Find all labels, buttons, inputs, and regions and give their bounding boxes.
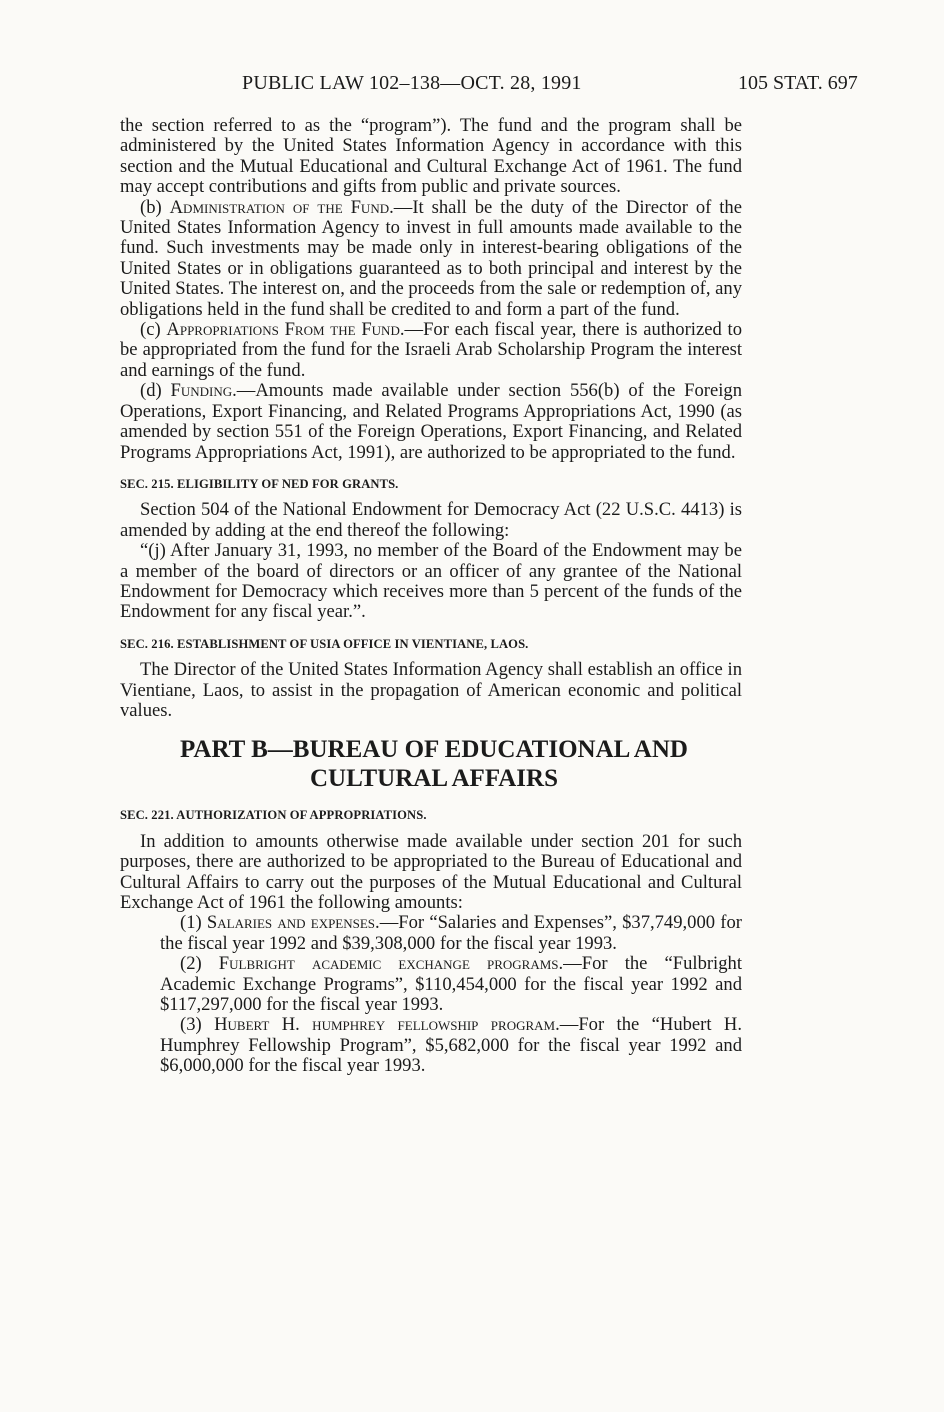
item-1-text: —For “Salaries and Expenses”, $37,749,000 for the fiscal year 1992 and $39,308,000 for the fiscal year 1993. bbox=[160, 912, 742, 954]
section-221-paragraph: In addition to amounts otherwise made available under section 201 for such purposes, there are authorized to be appropriated to the Bureau of Educational and Cultural Affairs to carry out the purposes of the Mutual Educational and Cultural Exchange Act of 1961 the following amounts: bbox=[120, 830, 742, 913]
document-body bbox=[120, 116, 742, 1077]
paragraph-fund-continued: the section referred to as the “program”). The fund and the program shall be administered by the United States Information Agency in accordance with this section and the Mutual Educational and Cultural Exchange Act of 1961. The fund may accept contributions and gifts from public and private sources. bbox=[120, 115, 742, 198]
subsection-c-heading: Appropriations From the Fund. bbox=[166, 319, 405, 341]
item-2-text: —For the “Fulbright Academic Exchange Programs”, $110,454,000 for the fiscal year 1992 and $117,297,000 for the fiscal year 1993. bbox=[160, 953, 742, 1016]
item-3-heading: Hubert H. humphrey fellowship program. bbox=[214, 1014, 560, 1036]
subsection-d-heading: Funding. bbox=[170, 380, 237, 402]
part-b-title-line-1: PART B—BUREAU OF EDUCATIONAL AND bbox=[180, 736, 688, 764]
item-2-heading: Fulbright academic exchange programs. bbox=[218, 953, 564, 975]
item-1-salaries bbox=[120, 913, 742, 954]
subsection-b bbox=[120, 198, 742, 320]
part-b-title-line-2: CULTURAL AFFAIRS bbox=[310, 765, 558, 793]
section-215-paragraph-2: “(j) After January 31, 1993, no member of the Board of the Endowment may be a member of the board of directors or an officer of any grantee of the National Endowment for Democracy which receives more than 5 percent of the funds of the Endowment for any fiscal year.”. bbox=[120, 540, 742, 623]
part-b-title bbox=[120, 735, 742, 793]
item-3-humphrey bbox=[120, 1015, 742, 1076]
item-1-prefix: (1) bbox=[180, 912, 207, 934]
subsection-d-prefix: (d) bbox=[140, 380, 171, 402]
running-head: PUBLIC LAW 102–138—OCT. 28, 1991 bbox=[242, 72, 582, 94]
page-header bbox=[0, 72, 944, 102]
section-216-paragraph: The Director of the United States Information Agency shall establish an office in Vientiane, Laos, to assist in the propagation of American economic and political values. bbox=[120, 659, 742, 721]
subsection-b-prefix: (b) bbox=[140, 196, 170, 218]
section-215-heading: SEC. 215. ELIGIBILITY OF NED FOR GRANTS. bbox=[120, 476, 399, 491]
subsection-d-text: —Amounts made available under section 556(b) of the Foreign Operations, Export Financing, and Related Programs Appropriations Act, 1990 (as amended by section 551 of the Foreign Operations, Export Financing, and Related Programs Appropriations Act, 1991), are authorized to be appropriated to the fund. bbox=[120, 380, 742, 463]
item-3-prefix: (3) bbox=[180, 1014, 215, 1036]
section-216-heading: SEC. 216. ESTABLISHMENT OF USIA OFFICE IN VIENTIANE, LAOS. bbox=[120, 636, 529, 651]
subsection-d bbox=[120, 381, 742, 463]
section-221-heading: SEC. 221. AUTHORIZATION OF APPROPRIATIONS. bbox=[120, 808, 427, 823]
subsection-b-heading: Administration of the Fund. bbox=[169, 196, 394, 218]
item-1-heading: Salaries and expenses. bbox=[206, 912, 380, 934]
subsection-c-text: —For each fiscal year, there is authorized to be appropriated from the fund for the Israeli Arab Scholarship Program the interest and earnings of the fund. bbox=[120, 319, 742, 381]
item-2-prefix: (2) bbox=[180, 953, 219, 975]
statute-reference: 105 STAT. 697 bbox=[738, 72, 858, 94]
item-2-fulbright bbox=[120, 954, 742, 1015]
section-215-paragraph-1: Section 504 of the National Endowment for Democracy Act (22 U.S.C. 4413) is amended by adding at the end thereof the following: bbox=[120, 499, 742, 541]
item-3-text: —For the “Hubert H. Humphrey Fellowship Program”, $5,682,000 for the fiscal year 1992 and $6,000,000 for the fiscal year 1993. bbox=[160, 1014, 743, 1077]
subsection-c bbox=[120, 320, 742, 381]
subsection-b-text: —It shall be the duty of the Director of the United States Information Agency to invest in full amounts made available to the fund. Such investments may be made only in interest-bearing obligations of the United States or in obligations guaranteed as to both principal and interest by the United States. The interest on, and the proceeds from the sale or redemption of, any obligations held in the fund shall be credited to and form a part of the fund. bbox=[120, 196, 742, 320]
subsection-c-prefix: (c) bbox=[140, 319, 167, 341]
